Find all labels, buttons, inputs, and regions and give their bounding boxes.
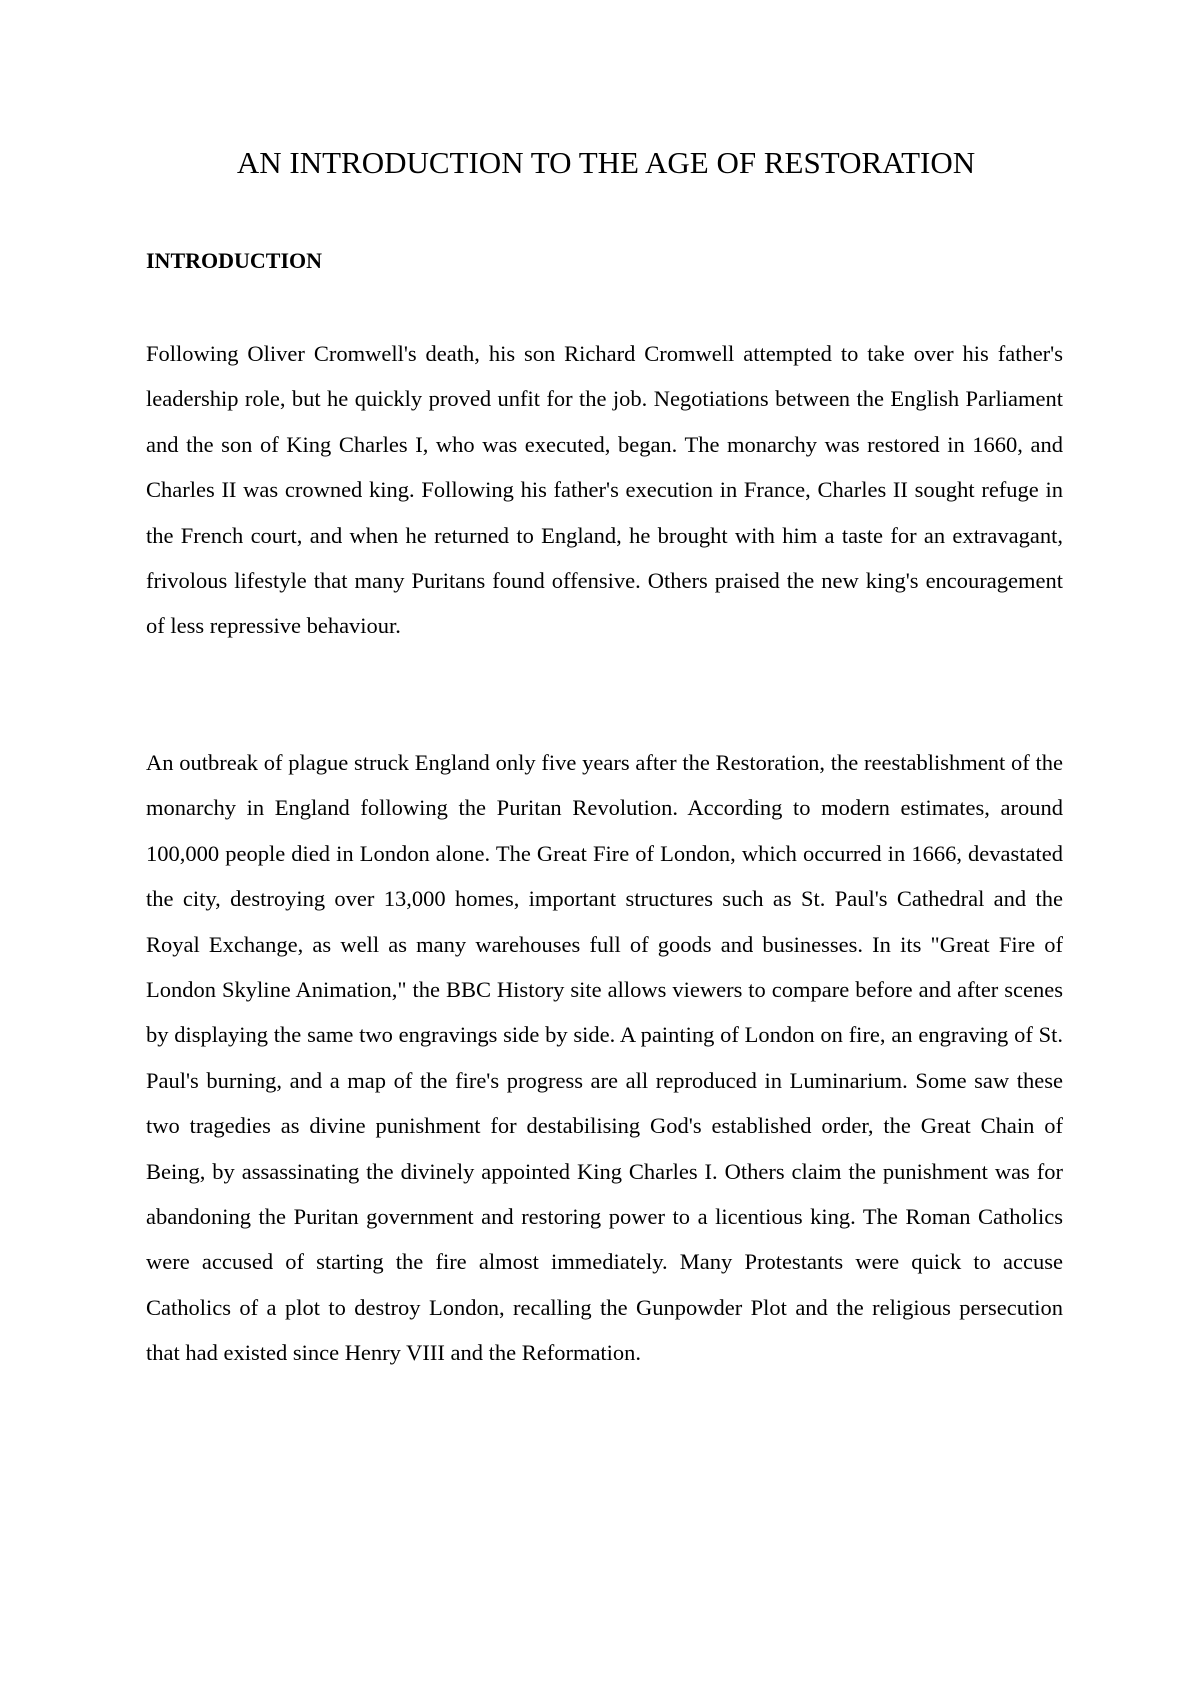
paragraph-restoration-background: Following Oliver Cromwell's death, his son Richard Cromwell attempted to take over his father's leadership role, but he quickly proved unfit for the job. Negotiations between the English Parliament and the son of King Charles I, who was executed, began. The monarchy was restored in 1660, and Charles II was crowned king. Following his father's execution in France, Charles II sought refuge in the French court, and when he returned to England, he brought with him a taste for an extravagant, frivolous lifestyle that many Puritans found offensive. Others praised the new king's encouragement of less repressive behaviour. [146, 341, 1063, 639]
page-title: AN INTRODUCTION TO THE AGE OF RESTORATION [236, 145, 976, 180]
section-heading-introduction: INTRODUCTION [146, 248, 323, 273]
paragraph-plague-and-fire: An outbreak of plague struck England only five years after the Restoration, the reestablishment of the monarchy in England following the Puritan Revolution. According to modern estimates, around 100,000 people died in London alone. The Great Fire of London, which occurred in 1666, devastated the city, destroying over 13,000 homes, important structures such as St. Paul's Cathedral and the Royal Exchange, as well as many warehouses full of goods and businesses. In its "Great Fire of London Skyline Animation," the BBC History site allows viewers to compare before and after scenes by displaying the same two engravings side by side. A painting of London on fire, an engraving of St. Paul's burning, and a map of the fire's progress are all reproduced in Luminarium. Some saw these two tragedies as divine punishment for destabilising God's established order, the Great Chain of Being, by assassinating the divinely appointed King Charles I. Others claim the punishment was for abandoning the Puritan government and restoring power to a licentious king. The Roman Catholics were accused of starting the fire almost immediately. Many Protestants were quick to accuse Catholics of a plot to destroy London, recalling the Gunpowder Plot and the religious persecution that had existed since Henry VIII and the Reformation. [146, 750, 1063, 1366]
